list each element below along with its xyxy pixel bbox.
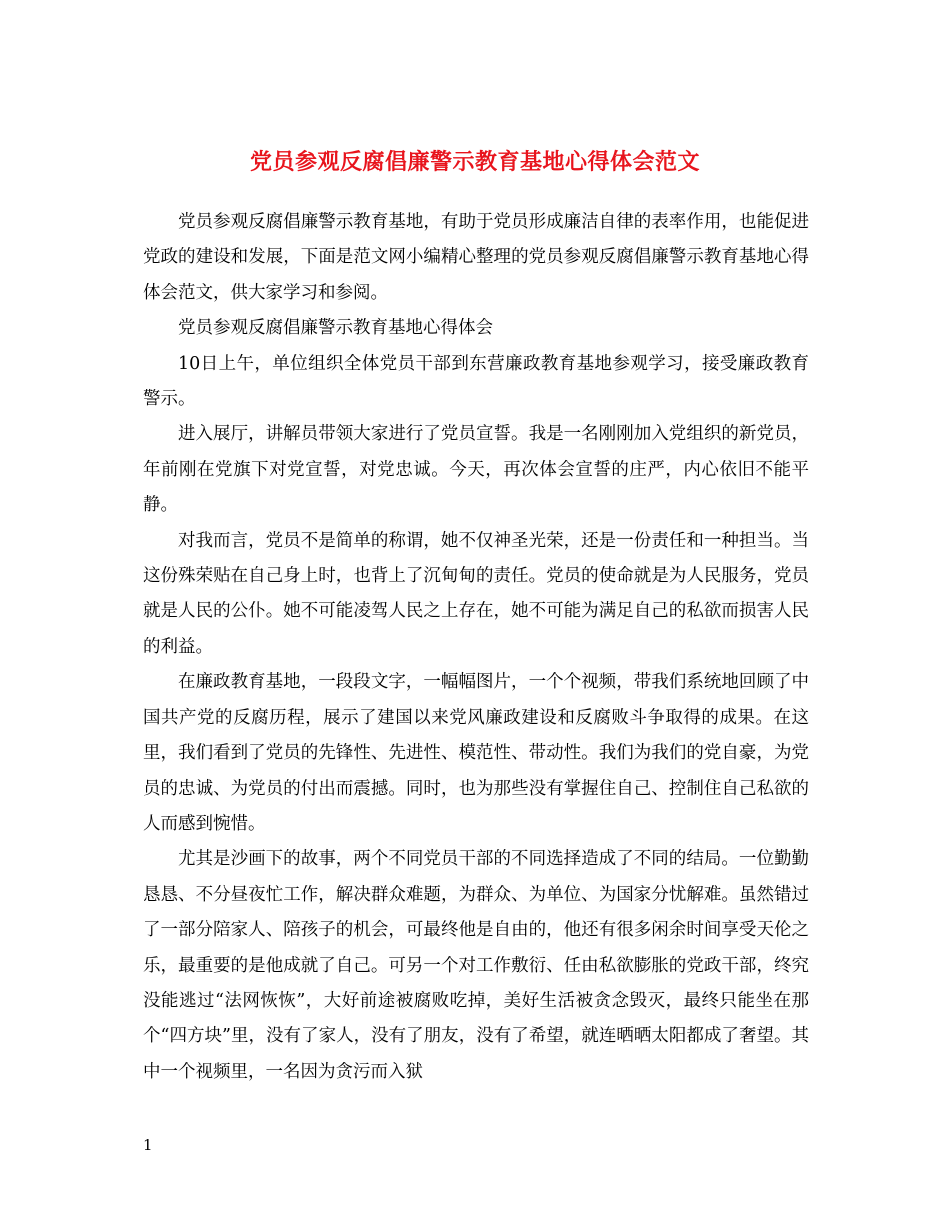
page-number: 1 <box>143 1136 153 1154</box>
body-paragraph: 对我而言，党员不是简单的称谓，她不仅神圣光荣，还是一份责任和一种担当。当这份殊荣贴在自己身上时，也背上了沉甸甸的责任。党员的使命就是为人民服务，党员就是人民的公仆。她不可能凌驾人民之上存在，她不可能为满足自己的私欲而损害人民的利益。 <box>143 530 809 657</box>
body-paragraph: 党员参观反腐倡廉警示教育基地，有助于党员形成廉洁自律的表率作用，也能促进党政的建设和发展，下面是范文网小编精心整理的党员参观反腐倡廉警示教育基地心得体会范文，供大家学习和参阅。 <box>143 212 809 303</box>
body-paragraph: 尤其是沙画下的故事，两个不同党员干部的不同选择造成了不同的结局。一位勤勤恳恳、不分昼夜忙工作，解决群众难题，为群众、为单位、为国家分忧解难。虽然错过了一部分陪家人、陪孩子的机会，可最终他是自由的，他还有很多闲余时间享受天伦之乐，最重要的是他成就了自己。可另一个对工作敷衍、任由私欲膨胀的党政干部，终究没能逃过“法网恢恢”，大好前途被腐败吃掉，美好生活被贪念毁灭，最终只能坐在那个“四方块”里，没有了家人，没有了朋友，没有了希望，就连晒晒太阳都成了奢望。其中一个视频里，一名因为贪污而入狱 <box>143 849 809 1082</box>
body-paragraph: 在廉政教育基地，一段段文字，一幅幅图片，一个个视频，带我们系统地回顾了中国共产党的反腐历程，展示了建国以来党风廉政建设和反腐败斗争取得的成果。在这里，我们看到了党员的先锋性、先进性、模范性、带动性。我们为我们的党自豪，为党员的忠诚、为党员的付出而震撼。同时，也为那些没有掌握住自己、控制住自己私欲的人而感到惋惜。 <box>143 672 809 834</box>
document-body <box>143 205 809 1090</box>
document-title: 党员参观反腐倡廉警示教育基地心得体会范文 <box>249 148 700 175</box>
section-heading: 党员参观反腐倡廉警示教育基地心得体会 <box>178 318 493 339</box>
body-paragraph: 10日上午，单位组织全体党员干部到东营廉政教育基地参观学习，接受廉政教育警示。 <box>143 353 809 410</box>
body-paragraph: 进入展厅，讲解员带领大家进行了党员宣誓。我是一名刚刚加入党组织的新党员，年前刚在党旗下对党宣誓，对党忠诚。今天，再次体会宣誓的庄严，内心依旧不能平静。 <box>143 424 809 516</box>
